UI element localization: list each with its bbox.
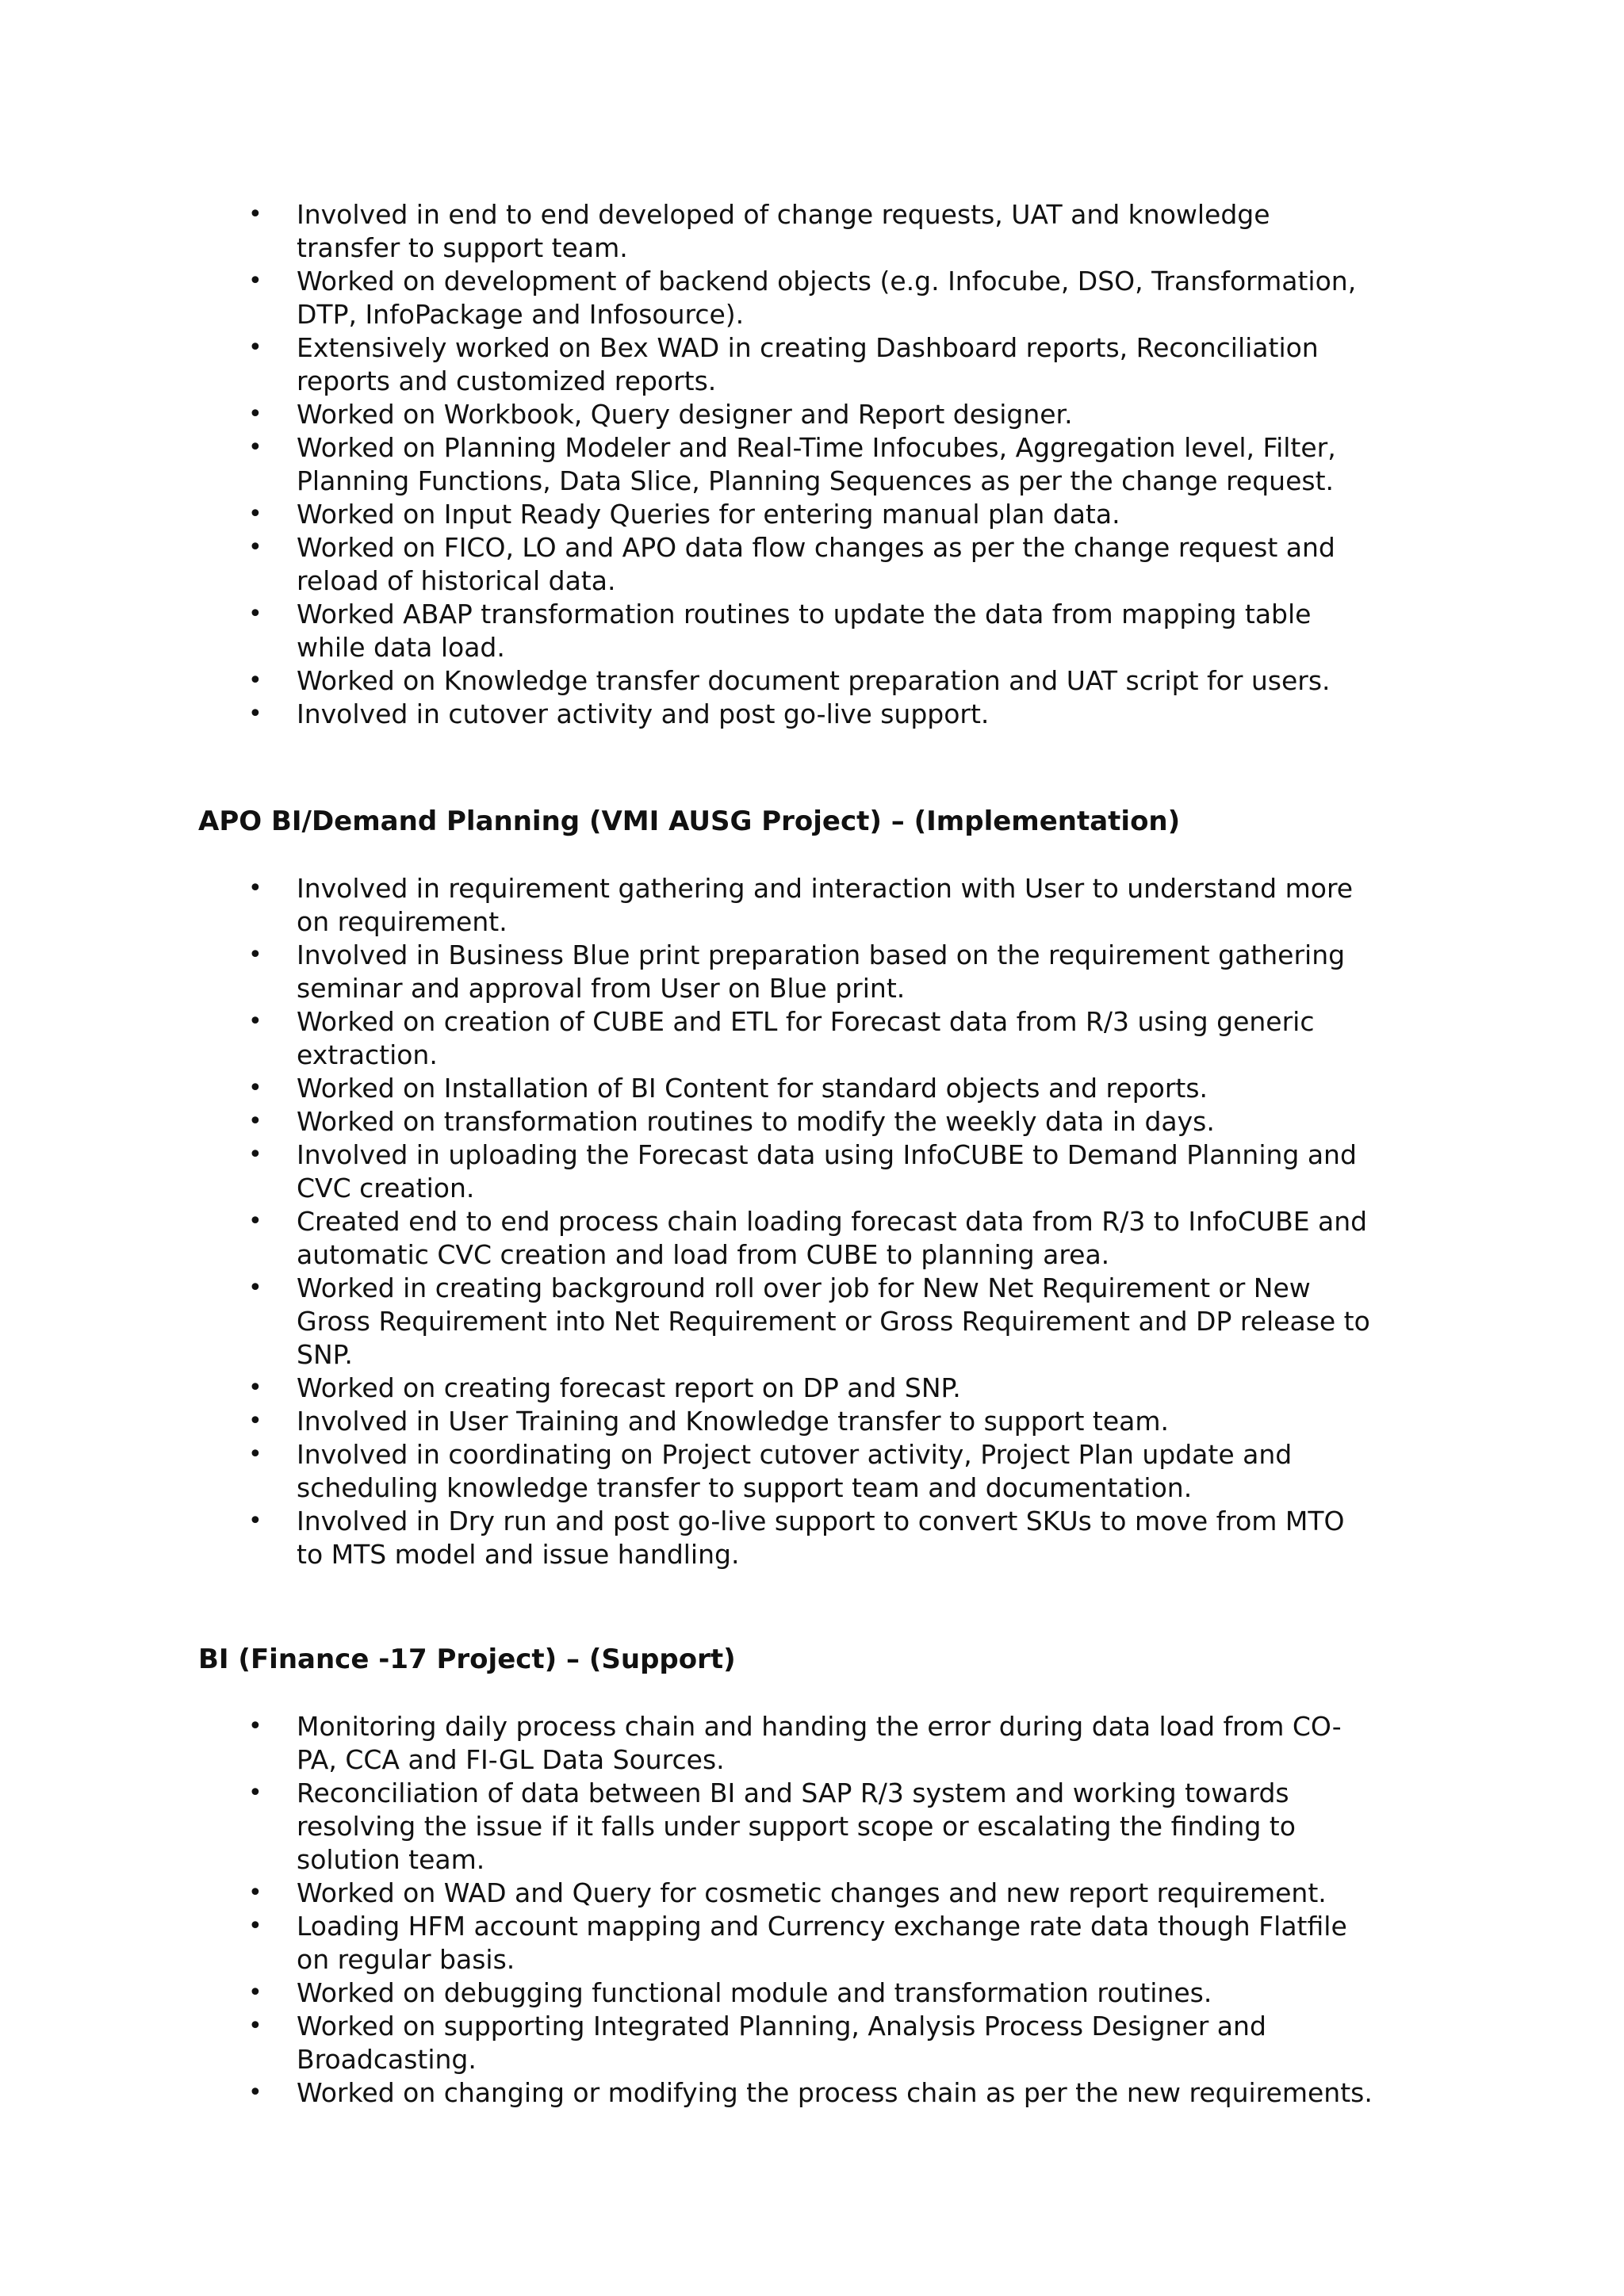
list-item xyxy=(0,265,1624,331)
bullet-icon: • xyxy=(248,874,262,902)
list-item-text: Extensively worked on Bex WAD in creating Dashboard reports, Reconciliation xyxy=(297,332,1319,363)
list-item-text: Worked on Input Ready Queries for entering manual plan data. xyxy=(297,499,1120,530)
list-item-text: to MTS model and issue handling. xyxy=(297,1539,740,1570)
list-item xyxy=(0,598,1624,664)
bullet-icon: • xyxy=(248,400,262,428)
list-item-text: Worked on transformation routines to modify the weekly data in days. xyxy=(297,1106,1215,1137)
list-item xyxy=(0,1777,1624,1877)
list-item-text: Worked ABAP transformation routines to update the data from mapping table xyxy=(297,599,1312,629)
list-item-text: Worked on FICO, LO and APO data flow changes as per the change request and xyxy=(297,532,1335,563)
list-item xyxy=(0,331,1624,398)
bullet-icon: • xyxy=(248,434,262,461)
list-item-text: Worked on debugging functional module and transformation routines. xyxy=(297,1977,1212,2008)
bullet-icon: • xyxy=(248,667,262,695)
list-item xyxy=(0,1405,1624,1438)
list-item xyxy=(0,1205,1624,1272)
list-item xyxy=(0,1976,1624,2010)
list-item xyxy=(0,398,1624,431)
list-item-text: Worked on WAD and Query for cosmetic changes and new report requirement. xyxy=(297,1877,1327,1908)
bullet-icon: • xyxy=(248,2079,262,2107)
list-item xyxy=(0,1505,1624,1571)
list-item-text: reload of historical data. xyxy=(297,565,616,596)
bullet-icon: • xyxy=(248,941,262,969)
list-item xyxy=(0,1438,1624,1505)
list-item xyxy=(0,1372,1624,1405)
bullet-icon: • xyxy=(248,1141,262,1169)
list-item xyxy=(0,198,1624,265)
list-item-text: extraction. xyxy=(297,1039,438,1070)
list-item-text: Involved in end to end developed of change requests, UAT and knowledge xyxy=(297,199,1270,230)
list-item xyxy=(0,664,1624,698)
list-item-text: on regular basis. xyxy=(297,1944,515,1975)
bullet-icon: • xyxy=(248,1074,262,1102)
bullet-icon: • xyxy=(248,1912,262,1940)
list-item-text: SNP. xyxy=(297,1339,353,1370)
list-item-text: Gross Requirement into Net Requirement or Gross Requirement and DP release to xyxy=(297,1306,1370,1337)
list-item xyxy=(0,698,1624,731)
list-item-text: PA, CCA and FI-GL Data Sources. xyxy=(297,1744,725,1775)
list-item xyxy=(0,2010,1624,2076)
bullet-icon: • xyxy=(248,1879,262,1907)
bullet-icon: • xyxy=(248,600,262,628)
bullet-icon: • xyxy=(248,1979,262,2007)
list-item-text: resolving the issue if it falls under support scope or escalating the finding to xyxy=(297,1811,1296,1842)
list-item xyxy=(0,1105,1624,1138)
list-item-text: Worked on Workbook, Query designer and Report designer. xyxy=(297,399,1073,430)
bullet-icon: • xyxy=(248,1274,262,1302)
list-item-text: Worked on Installation of BI Content for standard objects and reports. xyxy=(297,1073,1208,1104)
list-item-text: reports and customized reports. xyxy=(297,365,717,396)
list-item-text: Broadcasting. xyxy=(297,2044,477,2075)
list-item-text: Involved in cutover activity and post go-live support. xyxy=(297,698,990,729)
list-item-text: Worked in creating background roll over job for New Net Requirement or New xyxy=(297,1272,1311,1303)
bullet-icon: • xyxy=(248,1207,262,1235)
list-item-text: Worked on Planning Modeler and Real-Time Infocubes, Aggregation level, Filter, xyxy=(297,432,1336,463)
list-item-text: Worked on development of backend objects (e.g. Infocube, DSO, Transformation, xyxy=(297,266,1357,297)
bullet-icon: • xyxy=(248,2012,262,2040)
section-heading-apo: APO BI/Demand Planning (VMI AUSG Project) – (Implementation) xyxy=(198,806,1181,837)
list-item xyxy=(0,1072,1624,1105)
list-item xyxy=(0,872,1624,939)
list-item-text: Involved in Business Blue print preparation based on the requirement gathering xyxy=(297,939,1346,970)
bullet-icon: • xyxy=(248,1374,262,1402)
list-item-text: Involved in requirement gathering and interaction with User to understand more xyxy=(297,873,1354,904)
list-item xyxy=(0,939,1624,1005)
list-item-text: Involved in coordinating on Project cutover activity, Project Plan update and xyxy=(297,1439,1293,1470)
list-item-text: DTP, InfoPackage and Infosource). xyxy=(297,299,745,330)
bullet-icon: • xyxy=(248,201,262,228)
list-item xyxy=(0,1877,1624,1910)
bullet-icon: • xyxy=(248,1779,262,1807)
list-item-text: Created end to end process chain loading forecast data from R/3 to InfoCUBE and xyxy=(297,1206,1368,1237)
list-item-text: Loading HFM account mapping and Currency exchange rate data though Flatfile xyxy=(297,1911,1347,1942)
list-item-text: Worked on supporting Integrated Planning, Analysis Process Designer and xyxy=(297,2011,1266,2042)
bullet-list-apo xyxy=(0,872,1624,1571)
list-item-text: Monitoring daily process chain and handing the error during data load from CO- xyxy=(297,1711,1342,1742)
bullet-icon: • xyxy=(248,1108,262,1135)
list-item-text: Involved in uploading the Forecast data using InfoCUBE to Demand Planning and xyxy=(297,1139,1357,1170)
list-item-text: Worked on creation of CUBE and ETL for Forecast data from R/3 using generic xyxy=(297,1006,1315,1037)
bullet-list-responsibilities xyxy=(0,198,1624,731)
list-item xyxy=(0,531,1624,598)
list-item xyxy=(0,1138,1624,1205)
list-item xyxy=(0,1710,1624,1777)
list-item xyxy=(0,1910,1624,1976)
section-heading-bi: BI (Finance -17 Project) – (Support) xyxy=(198,1644,736,1675)
bullet-icon: • xyxy=(248,1441,262,1468)
list-item-text: on requirement. xyxy=(297,906,508,937)
bullet-icon: • xyxy=(248,1507,262,1535)
bullet-icon: • xyxy=(248,334,262,362)
list-item-text: Planning Functions, Data Slice, Planning Sequences as per the change request. xyxy=(297,465,1334,496)
list-item xyxy=(0,431,1624,498)
list-item-text: transfer to support team. xyxy=(297,232,628,263)
list-item-text: Worked on creating forecast report on DP and SNP. xyxy=(297,1372,961,1403)
list-item-text: solution team. xyxy=(297,1844,485,1875)
list-item xyxy=(0,498,1624,531)
list-item-text: seminar and approval from User on Blue print. xyxy=(297,973,906,1004)
list-item-text: Worked on changing or modifying the process chain as per the new requirements. xyxy=(297,2077,1373,2108)
list-item-text: Involved in User Training and Knowledge transfer to support team. xyxy=(297,1406,1169,1437)
list-item-text: Involved in Dry run and post go-live support to convert SKUs to move from MTO xyxy=(297,1506,1345,1536)
list-item-text: scheduling knowledge transfer to support team and documentation. xyxy=(297,1472,1193,1503)
bullet-icon: • xyxy=(248,500,262,528)
bullet-list-bi xyxy=(0,1710,1624,2110)
list-item xyxy=(0,1272,1624,1372)
list-item-text: automatic CVC creation and load from CUBE to planning area. xyxy=(297,1239,1110,1270)
list-item-text: CVC creation. xyxy=(297,1173,475,1203)
list-item-text: Worked on Knowledge transfer document preparation and UAT script for users. xyxy=(297,665,1331,696)
bullet-icon: • xyxy=(248,1712,262,1740)
list-item xyxy=(0,2076,1624,2110)
list-item-text: while data load. xyxy=(297,632,505,663)
bullet-icon: • xyxy=(248,1008,262,1035)
list-item-text: Reconciliation of data between BI and SAP R/3 system and working towards xyxy=(297,1777,1289,1808)
bullet-icon: • xyxy=(248,534,262,561)
bullet-icon: • xyxy=(248,1407,262,1435)
list-item xyxy=(0,1005,1624,1072)
bullet-icon: • xyxy=(248,267,262,295)
bullet-icon: • xyxy=(248,700,262,728)
